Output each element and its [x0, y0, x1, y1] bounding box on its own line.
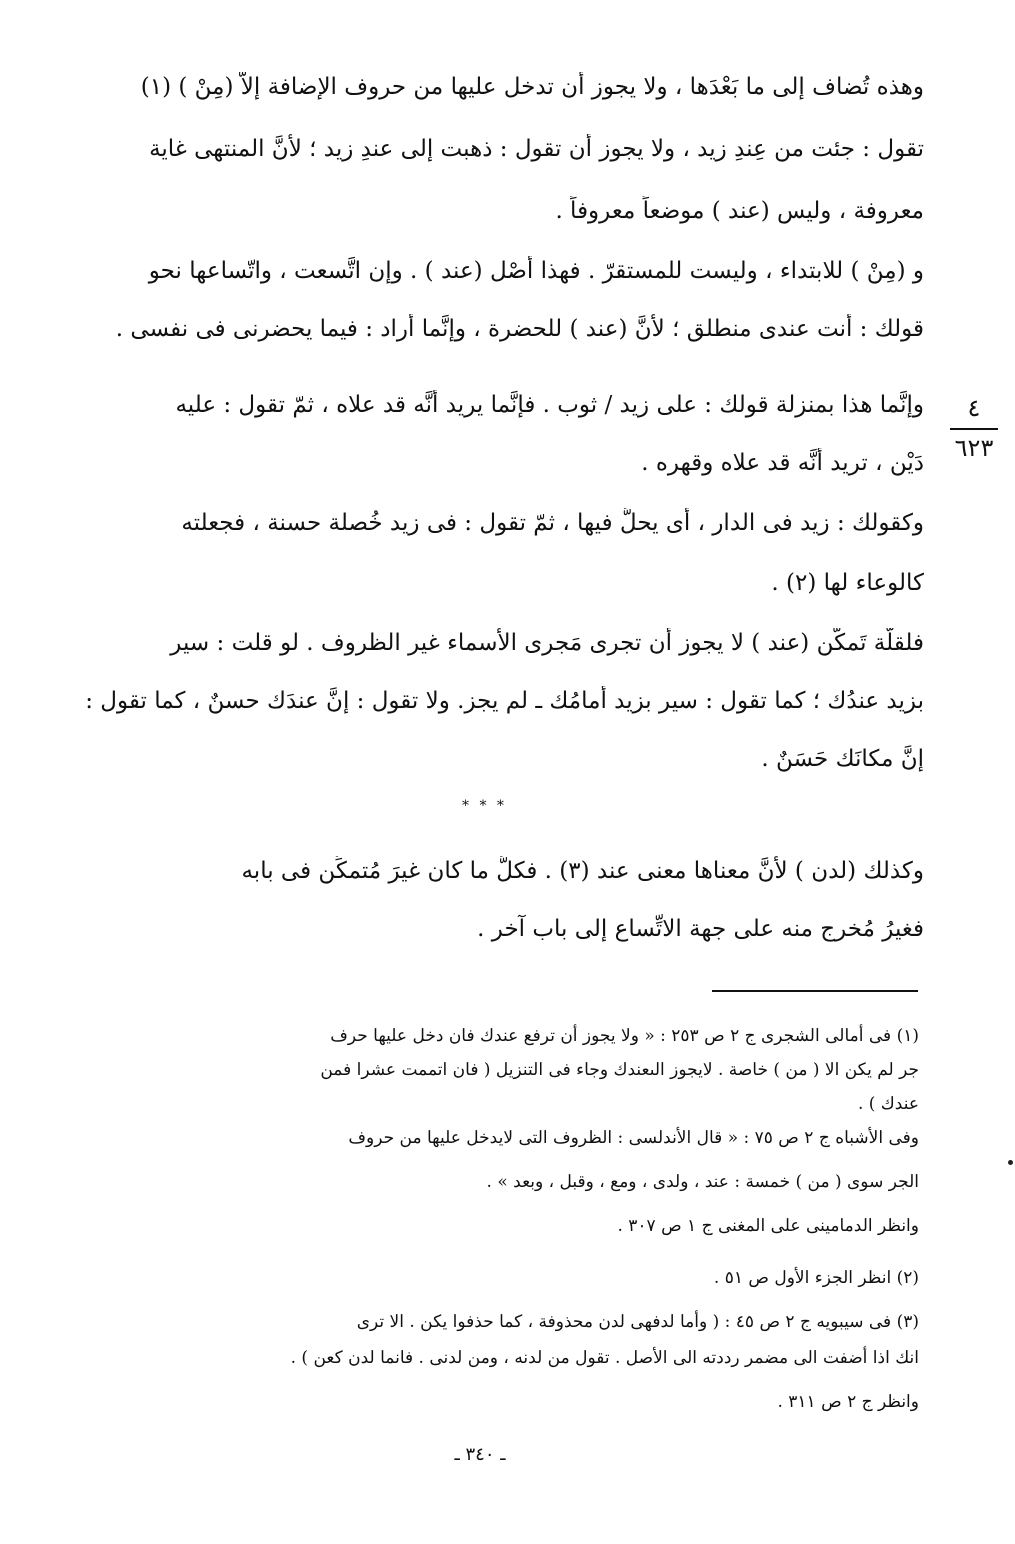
body-line: و (مِنْ ) للابتداء ، وليست للمستقرّ . فهذا أَصْل (عند ) . وإن اتَّسعت ، واتّساعها نحو — [148, 258, 924, 284]
footnote-line: وانظر ج ٢ ص ٣١١ . — [777, 1392, 919, 1412]
body-line: وإنَّما هذا بمنزلة قولك : على زيد / ثوب . فإنَّما يريد أنَّه قد علاه ، ثمّ تقول : عليه — [175, 392, 924, 418]
footnote-line: (١) فى أمالى الشجرى ج ٢ ص ٢٥٣ : « ولا يجوز أن ترفع عندك فان دخل عليها حرف — [330, 1026, 919, 1046]
margin-part-number: ٤ — [967, 394, 981, 422]
body-line: فغيرُ مُخرج منه على جهة الاتِّساع إلى باب آخر . — [477, 916, 924, 942]
scan-speck — [1008, 1160, 1013, 1165]
margin-rule — [950, 428, 998, 430]
body-line: بزيد عندُك ؛ كما تقول : سير بزيد أمامُك ـ لم يجز. ولا تقول : إنَّ عندَك حسنٌ ، كما تقول : — [85, 688, 924, 714]
page-number: ـ ٣٤٠ ـ — [454, 1444, 506, 1465]
body-line: قولك : أنت عندى منطلق ؛ لأنَّ (عند ) للحضرة ، وإنَّما أراد : فيما يحضرنى فى نفسى . — [115, 316, 924, 342]
footnote-line: (٣) فى سيبويه ج ٢ ص ٤٥ : ( وأما لدفهى لدن محذوفة ، كما حذفوا يكن . الا ترى — [356, 1312, 919, 1332]
footnote-line: عندك ) . — [857, 1094, 919, 1114]
footnote-line: (٢) انظر الجزء الأول ص ٥١ . — [713, 1268, 919, 1288]
body-line: تقول : جئت من عِندِ زيد ، ولا يجوز أن تقول : ذهبت إلى عندِ زيد ؛ لأنَّ المنتهى غاية — [149, 136, 924, 162]
main-text — [62, 0, 924, 960]
footnote-rule — [712, 990, 918, 992]
section-separator: * * * — [462, 798, 507, 814]
body-line: وكذلك (لدن ) لأنَّ معناها معنى عند (٣) . فكلُّ ما كان غيرَ مُتمكِّن فى بابه — [241, 858, 924, 884]
footnote-line: انك اذا أضفت الى مضمر رددته الى الأصل . تقول من لدنه ، ومن لدنى . فانما لدن كعن ) . — [290, 1348, 919, 1368]
body-line: وكقولك : زيد فى الدار ، أى يحلُّ فيها ، ثمّ تقول : فى زيد خُصلة حسنة ، فجعلته — [181, 510, 924, 536]
body-line: فلقلَّة تَمكُّن (عند ) لا يجوز أن تجرى مَجرى الأسماء غير الظروف . لو قلت : سير — [170, 630, 924, 656]
margin-page-number: ٦٢٣ — [954, 434, 994, 462]
footnote-line: وانظر الدمامينى على المغنى ج ١ ص ٣٠٧ . — [617, 1216, 919, 1236]
body-line: وهذه تُضاف إلى ما بَعْدَها ، ولا يجوز أن تدخل عليها من حروف الإضافة إلاّ (مِنْ ) (١) — [140, 74, 924, 100]
footnote-line: الجر سوى ( من ) خمسة : عند ، ولدى ، ومع ، وقبل ، وبعد » . — [486, 1172, 919, 1192]
footnote-line: جر لم يكن الا ( من ) خاصة . لايجوز الىعندك وجاء فى التنزيل ( فان اتممت عشرا فمن — [320, 1060, 919, 1080]
body-line: معروفة ، وليس (عند ) موضعاً معروفاً . — [555, 198, 924, 224]
footnote-line: وفى الأشباه ج ٢ ص ٧٥ : « قال الأندلسى : الظروف التى لايدخل عليها من حروف — [348, 1128, 919, 1148]
body-line: دَيْن ، تريد أنَّه قد علاه وقهره . — [641, 450, 924, 476]
body-line: كالوعاء لها (٢) . — [771, 570, 924, 596]
body-line: إنَّ مكانَك حَسَنٌ . — [761, 746, 924, 772]
